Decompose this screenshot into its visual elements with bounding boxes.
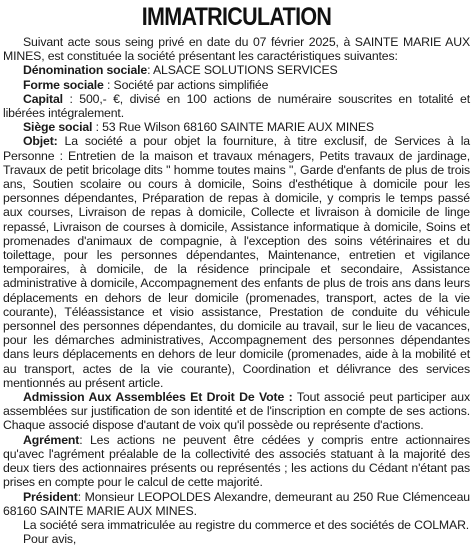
closing-paragraph: Pour avis, [23, 532, 77, 547]
admission-label: Admission Aux Assemblées Et Droit De Vote : [23, 390, 293, 405]
denomination-label: Dénomination sociale [23, 63, 148, 78]
denomination-value: : ALSACE SOLUTIONS SERVICES [147, 63, 338, 78]
rcs-paragraph: La société sera immatriculée au registre du commerce et des sociétés de COLMAR. [23, 517, 470, 532]
agrement-label: Agrément [23, 432, 80, 447]
siege-label: Siège social [23, 120, 93, 135]
objet-paragraph [3, 134, 470, 390]
forme-paragraph [3, 78, 470, 92]
notice-title: IMMATRICULATION [141, 3, 332, 31]
siege-paragraph [3, 120, 470, 134]
president-value: : Monsieur LEOPOLDES Alexandre, demeurant au 250 Rue Clémenceau 68160 SAINTE MARIE AUX MINES. [3, 489, 470, 518]
objet-value: La société a pour objet la fourniture, à titre exclusif, de Services à la Personne : Entretien de la maison et travaux ménagers, Petits travaux de jardinage, Travaux de petit bricolage dits " homme toutes mains ", Garde d'enfants de plus de trois ans, Soutien scolaire ou cours à domicile, Soins d'esthétique à domicile pour les personnes dépendantes, Préparation de repas à domicile, y compris le temps passé aux courses, Livraison de repas à domicile, Collecte et livraison à domicile de linge repassé, Livraison de courses à domicile, Assistance informatique à domicile, Soins et promenades d'animaux de compagnie, à l'exception des soins vétérinaires et du toilettage, pour les personnes dépendantes, Maintenance, entretien et vigilance temporaires, à domicile, de la résidence principale et secondaire, Assistance administrative à domicile, Accompagnement des enfants de plus de trois ans dans leurs déplacements en dehors de leur domicile (promenades, transport, actes de la vie courante), Téléassistance et visio assistance, Prestation de conduite du véhicule personnel des personnes dépendantes, du domicile au travail, sur le lieu de vacances, pour les démarches administratives, Accompagnement des personnes dépendantes dans leurs déplacements en dehors de leur domicile (promenades, aide à la mobilité et au transport, actes de la vie courante), Coordination et délivrance des services mentionnés au présent article. [3, 134, 470, 390]
capital-label: Capital [23, 91, 63, 106]
president-label: Président [23, 489, 78, 504]
denomination-paragraph [3, 63, 470, 77]
forme-label: Forme sociale [23, 77, 104, 92]
admission-value: Tout associé peut participer aux assemblées sur justification de son identité et de l'inscription en compte de ses actions. Chaque associé dispose d'autant de voix qu'il possède ou représente d'actions. [3, 390, 470, 433]
objet-label: Objet: [23, 134, 58, 149]
admission-paragraph [3, 390, 470, 433]
agrement-paragraph [3, 433, 470, 490]
siege-value: : 53 Rue Wilson 68160 SAINTE MARIE AUX MINES [92, 120, 374, 135]
capital-value: : 500,- €, divisé en 100 actions de numéraire souscrites en totalité et libérées intégralement. [3, 91, 470, 121]
agrement-value: : Les actions ne peuvent être cédées y compris entre actionnaires qu'avec l'agrément préalable de la collectivité des associés statuant à la majorité des deux tiers des actionnaires présents ou représentés ; les actions du Cédant n'étant pas prises en compte pour le calcul de cette majorité. [3, 432, 470, 490]
forme-value: : Société par actions simplifiée [103, 77, 269, 92]
president-paragraph [3, 490, 470, 518]
intro-paragraph: Suivant acte sous seing privé en date du 07 février 2025, à SAINTE MARIE AUX MINES, est constituée la société présentant les caractéristiques suivantes: [3, 35, 470, 64]
capital-paragraph [3, 92, 470, 120]
